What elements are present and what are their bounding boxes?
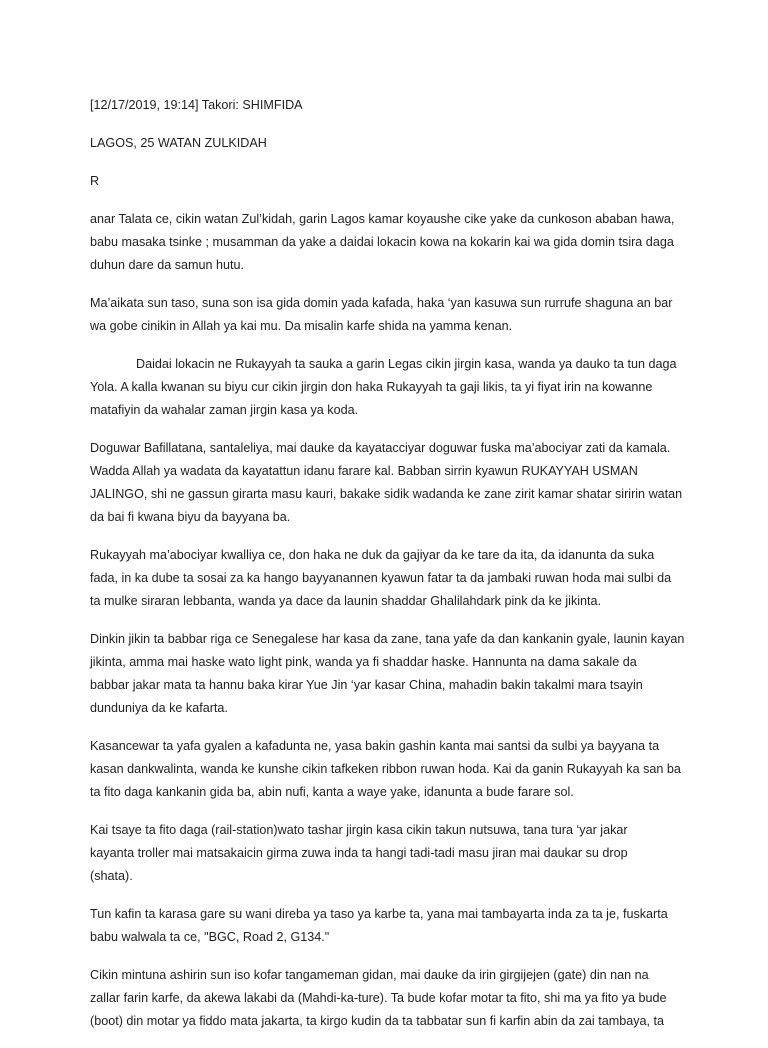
paragraph-9	[90, 903, 682, 949]
paragraph-line: Tun kafin ta karasa gare su wani direba ya taso ya karbe ta, yana mai tambayarta inda za ta je, fuskarta	[90, 907, 668, 921]
paragraph-line: wa gobe cinikin in Allah ya kai mu. Da misalin karfe shida na yamma kenan.	[90, 319, 513, 333]
paragraph-line: Doguwar Bafillatana, santaleliya, mai dauke da kayatacciyar doguwar fuska ma’abociyar zati da kamala.	[90, 441, 671, 455]
paragraph-line: ta fito daga kankanin gida ba, abin nufi, kanta a waye yake, idanunta a bude farare sol.	[90, 785, 574, 799]
paragraph-3	[90, 353, 682, 422]
paragraph-line: jikinta, amma mai haske wato light pink, wanda ya fi shaddar haske. Hannunta na dama sakale da	[90, 655, 637, 669]
paragraph-2	[90, 292, 682, 338]
paragraph-1	[90, 208, 682, 277]
paragraph-line: babu masaka tsinke ; musamman da yake a daidai lokacin kowa na kokarin kai wa gida domin tsira daga	[90, 235, 674, 249]
paragraph-line: Wadda Allah ya wadata da kayatattun idanu farare kal. Babban sirrin kyawun RUKAYYAH USMAN	[90, 464, 638, 478]
paragraph-line: zallar farin karfe, da akewa lakabi da (Mahdi-ka-ture). Ta bude kofar motar ta fito, shi ma ya fito ya bude	[90, 991, 667, 1005]
dateline: LAGOS, 25 WATAN ZULKIDAH	[90, 136, 267, 150]
paragraph-line: (shata).	[90, 869, 133, 883]
paragraph-line: Ma’aikata sun taso, suna son isa gida domin yada kafada, haka ‘yan kasuwa sun rurrufe shaguna an bar	[90, 296, 673, 310]
paragraph-line: kayanta troller mai matsakaicin girma zuwa inda ta hangi tadi-tadi masu jiran mai daukar su drop	[90, 846, 628, 860]
paragraph-line: Dinkin jikin ta babbar riga ce Senegalese har kasa da zane, tana yafe da dan kankanin gyale, launin kayan	[90, 632, 685, 646]
paragraph-6	[90, 628, 685, 720]
paragraph-line: babu walwala ta ce, "BGC, Road 2, G134."	[90, 930, 330, 944]
paragraph-line: Kai tsaye ta fito daga (rail-station)wato tashar jirgin kasa cikin takun nutsuwa, tana tura ‘yar jakar	[90, 823, 628, 837]
paragraph-line: da bai fi kwana biyu da bayyana ba.	[90, 510, 291, 524]
paragraph-line: babbar jakar mata ta hannu baka kirar Yue Jin ‘yar kasar China, mahadin bakin takalmi mara tsayin	[90, 678, 643, 692]
paragraph-7	[90, 735, 682, 804]
paragraph-line: fada, in ka dube ta sosai za ka hango bayyanannen kyawun fatar ta da jambaki ruwan hoda mai sulbi da	[90, 571, 672, 585]
paragraph-line: ta mulke siraran lebbanta, wanda ya dace da launin shaddar Ghalilahdark pink da ke jikinta.	[90, 594, 602, 608]
paragraph-line: Yola. A kalla kwanan su biyu cur cikin jirgin don haka Rukayyah ta gaji likis, ta yi fiyat irin na kowanne	[90, 380, 653, 394]
paragraph-4	[90, 437, 682, 529]
paragraph-8	[90, 819, 682, 888]
paragraph-line: JALINGO, shi ne gassun girarta masu kauri, bakake sidik wadanda ke zane zirit kamar shatar siririn watan	[90, 487, 683, 501]
paragraph-line: Cikin mintuna ashirin sun iso kofar tangameman gidan, mai dauke da irin girgijejen (gate) din nan na	[90, 968, 649, 982]
paragraph-line: Kasancewar ta yafa gyalen a kafadunta ne, yasa bakin gashin kanta mai santsi da sulbi ya bayyana ta	[90, 739, 660, 753]
paragraph-line: dunduniya da ke kafarta.	[90, 701, 228, 715]
drop-letter: R	[90, 174, 100, 188]
paragraph-5	[90, 544, 682, 613]
header-line: [12/17/2019, 19:14] Takori: SHIMFIDA	[90, 98, 303, 112]
document-body	[90, 94, 685, 1048]
paragraph-line: Daidai lokacin ne Rukayyah ta sauka a garin Legas cikin jirgin kasa, wanda ya dauko ta tun daga	[136, 357, 677, 371]
paragraph-line: kasan dankwalinta, wanda ke kunshe cikin tafkeken ribbon ruwan hoda. Kai da ganin Rukayyah ka san ba	[90, 762, 681, 776]
paragraph-line: (boot) din motar ya fiddo mata jakarta, ta kirgo kudin da ta tabbatar sun fi karfin abin da zai tambaya, ta	[90, 1014, 665, 1028]
paragraph-line: Rukayyah ma’abociyar kwalliya ce, don haka ne duk da gajiyar da ke tare da ita, da idanunta da suka	[90, 548, 655, 562]
paragraph-10	[90, 964, 682, 1033]
paragraph-line: duhun dare da samun hutu.	[90, 258, 245, 272]
paragraph-line: anar Talata ce, cikin watan Zul’kidah, garin Lagos kamar koyaushe cike yake da cunkoson ababan hawa,	[90, 212, 675, 226]
paragraph-line: matafiyin da wahalar zaman jirgin kasa ya koda.	[90, 403, 359, 417]
